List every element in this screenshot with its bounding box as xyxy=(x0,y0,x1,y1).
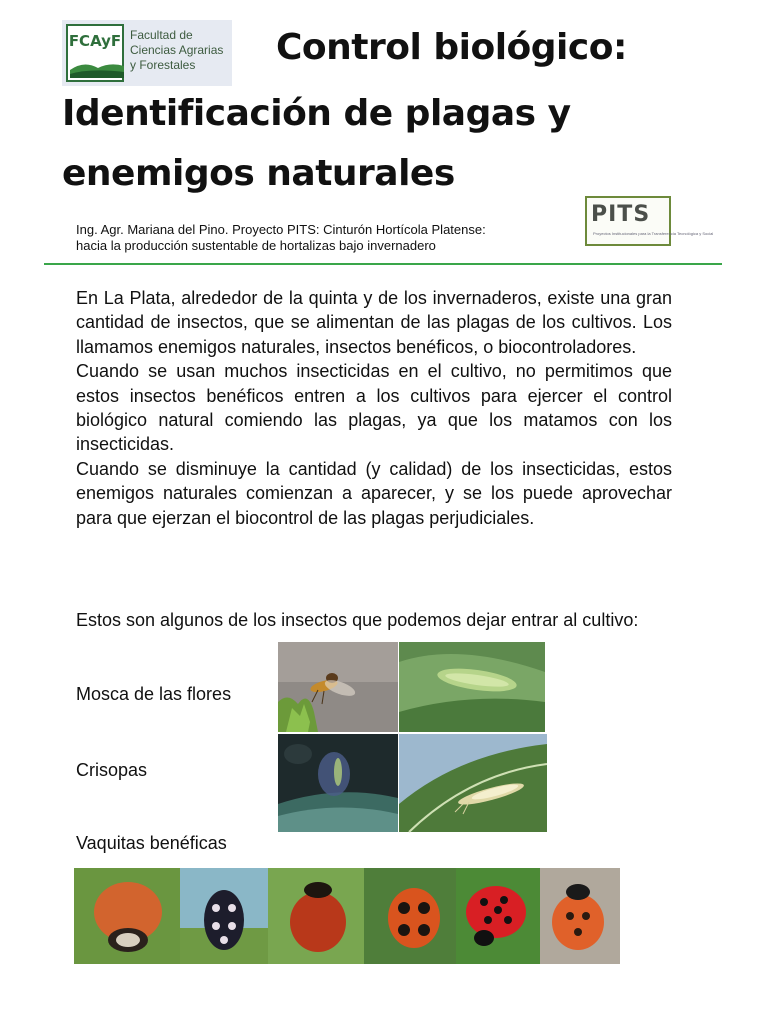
body-paragraph: En La Plata, alrededor de la quinta y de los invernaderos, existe una gran cantidad de insectos, que se alimentan de las plagas de los cultivos. Los llamamos enemigos naturales, insectos benéficos, o biocontroladores. xyxy=(76,288,672,357)
fcayf-name-line: y Forestales xyxy=(130,58,196,72)
pits-logo-subtitle: Proyectos Institucionales para la Transferencia Tecnológica y Social xyxy=(593,231,714,236)
hoverfly-larva-photo xyxy=(399,642,545,732)
pits-logo-text: PITS xyxy=(591,202,651,227)
ladybirds-strip xyxy=(74,868,620,964)
hoverfly-photo xyxy=(278,642,398,732)
title-line-3: enemigos naturales xyxy=(62,153,455,194)
label-crisopas: Crisopas xyxy=(76,760,148,780)
section-divider xyxy=(44,263,722,265)
fcayf-logo xyxy=(62,20,232,86)
body-text xyxy=(76,286,672,530)
title-line-2: Identificación de plagas y xyxy=(62,93,571,134)
label-mosca: Mosca de las flores xyxy=(76,684,232,704)
fcayf-name-line: Ciencias Agrarias xyxy=(130,43,224,57)
body-paragraph: Cuando se disminuye la cantidad (y calidad) de los insecticidas, estos enemigos naturales comienzan a aparecer, y se los puede aprovechar para que ejerzan el biocontrol de las plagas perjudiciales. xyxy=(76,458,672,528)
lacewing-photo xyxy=(278,734,398,832)
lacewing-larva-photo xyxy=(399,734,547,832)
label-vaquitas: Vaquitas benéficas xyxy=(76,833,227,853)
insects-intro: Estos son algunos de los insectos que podemos dejar entrar al cultivo: xyxy=(76,610,639,630)
author-line-1: Ing. Agr. Mariana del Pino. Proyecto PITS: Cinturón Hortícola Platense: xyxy=(76,222,486,237)
fcayf-mark-icon xyxy=(66,24,124,82)
title-line-1: Control biológico: xyxy=(276,27,627,68)
author-line-2: hacia la producción sustentable de hortalizas bajo invernadero xyxy=(76,238,436,253)
pits-logo xyxy=(585,196,714,246)
body-paragraph: Cuando se usan muchos insecticidas en el cultivo, no permitimos que estos insectos benéficos entren a los cultivos para ejercer el control biológico natural comiendo las plagas, ya que los matamos con los insecticidas. xyxy=(76,361,672,455)
fcayf-mark-text: FCAyF xyxy=(68,32,122,50)
fcayf-name-line: Facultad de xyxy=(130,28,193,42)
hill-icon xyxy=(70,58,124,78)
fcayf-name xyxy=(130,28,230,73)
